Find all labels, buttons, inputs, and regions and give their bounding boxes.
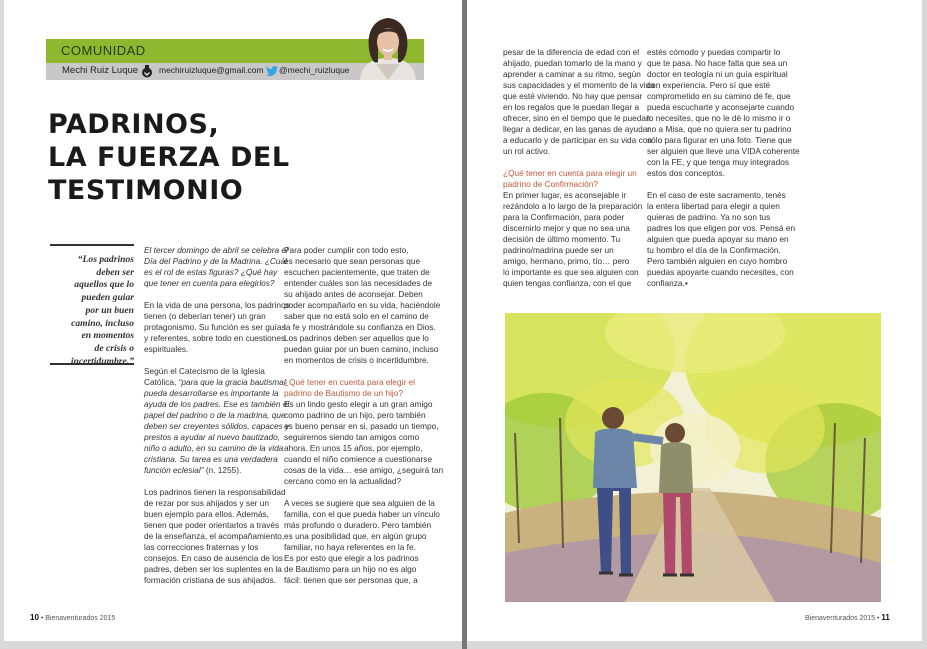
article-title bbox=[48, 108, 290, 207]
text-line: escuchen pacientemente, que traten de bbox=[284, 267, 430, 277]
text-line: confianza.▪ bbox=[647, 278, 688, 288]
magazine-name: • Bienaventurados 2015 bbox=[40, 615, 116, 622]
column-3 bbox=[503, 47, 655, 289]
text-line: familia, con el que pueda haber un vínculo bbox=[284, 509, 440, 519]
watercolor-illustration bbox=[505, 313, 881, 602]
text-line: estos dos conceptos. bbox=[647, 168, 725, 178]
title-line: PADRINOS, bbox=[48, 109, 220, 140]
text-line: es el rol de estas figuras? ¿Qué hay bbox=[144, 267, 278, 277]
paragraph bbox=[284, 399, 443, 487]
column-1 bbox=[144, 245, 290, 586]
paragraph bbox=[647, 190, 800, 289]
text-line: cosas de la vida… ese amigo, ¿seguirá tan bbox=[284, 465, 444, 475]
quote-line: de crisis o bbox=[94, 342, 134, 354]
text-line: puedas apoyarte cuando necesites, con bbox=[647, 267, 794, 277]
text-line: estés cómodo y puedas compartir lo bbox=[647, 47, 781, 57]
section-label: COMUNIDAD bbox=[61, 43, 146, 58]
text-line: llegar a dedicar, en las ganas de ayudar bbox=[503, 124, 651, 134]
text-line: padres los que eligen por vos. Pensá en bbox=[647, 223, 796, 233]
page-number: 10 bbox=[30, 613, 39, 622]
right-page bbox=[467, 0, 922, 641]
left-page bbox=[4, 0, 462, 641]
text-line: no a Misa, que no quiera ser tu padrino bbox=[647, 124, 792, 134]
text-line: discernirlo mejor y que no sea una bbox=[503, 223, 630, 233]
left-folio bbox=[30, 613, 115, 622]
text-line: A veces se sugiere que sea alguien de la bbox=[284, 498, 435, 508]
text-line: puedan guiar por un buen camino, incluso bbox=[284, 344, 439, 354]
text-line: como padrino de un hijo, pero también bbox=[284, 410, 426, 420]
subheading-line: padrino de Confirmación? bbox=[503, 179, 599, 189]
text-line: ahora. En unos 15 años, por ejemplo, bbox=[284, 443, 423, 453]
quote-line: camino, incluso bbox=[71, 317, 134, 329]
text-line: cercano como en la actualidad? bbox=[284, 476, 402, 486]
citation-fragment: “para que la gracia bautismal bbox=[178, 377, 286, 387]
citation-line: cristiana. Su tarea es una verdadera bbox=[144, 454, 278, 464]
text-line: quien tengas confianza, con el que bbox=[503, 278, 632, 288]
paragraph bbox=[503, 190, 655, 289]
twitter-icon bbox=[266, 66, 278, 76]
citation-reference: (n. 1255). bbox=[205, 465, 242, 475]
text-line: familiar, no haya referentes en la fe. bbox=[284, 542, 416, 552]
text-line: Los padrinos tienen la responsabilidad bbox=[144, 487, 286, 497]
quote-line: incertidumbre.” bbox=[70, 355, 134, 367]
text-line-mixed bbox=[144, 377, 290, 388]
quote-line: por un buen bbox=[85, 304, 134, 316]
paragraph bbox=[284, 245, 443, 366]
text-line: fácil: tienen que ser personas que, a bbox=[284, 575, 418, 585]
text-line: alguien que pueda apoyar su mano en bbox=[647, 234, 789, 244]
text-line: entender cuáles son las necesidades de bbox=[284, 278, 433, 288]
text-line: ser alguien que lleve una VIDA coherente bbox=[647, 146, 800, 156]
text-line: ofrecer, sino en el tiempo que le puedan bbox=[503, 113, 651, 123]
text-line: que tener en cuenta para elegirlos? bbox=[144, 278, 275, 288]
citation-line: pueda desarrollarse es importante la bbox=[144, 388, 279, 398]
text-line: a educarlo y de participar en su vida con bbox=[503, 135, 652, 145]
text-line: su ahijado antes de aconsejar. Deben bbox=[284, 289, 423, 299]
text-line: pueda escucharte y aconsejarte cuando bbox=[647, 102, 795, 112]
author-photo bbox=[352, 14, 424, 80]
text-line: seguiremos siendo tan amigos como bbox=[284, 432, 420, 442]
text-line: lo necesites, que no le dé lo mismo ir o bbox=[647, 113, 791, 123]
text-line: consejos. En caso de ausencia de los bbox=[144, 553, 283, 563]
author-twitter: @mechi_ruizluque bbox=[279, 65, 350, 75]
text-line: Es un lindo gesto elegir a un gran amigo bbox=[284, 399, 433, 409]
quote-line: “Los padrinos bbox=[77, 254, 134, 265]
subheading-line: ¿Qué tener en cuenta para elegir un bbox=[503, 168, 637, 178]
text-line: con la FE, y que tenga muy integrados bbox=[647, 157, 790, 167]
paragraph-catechism bbox=[144, 366, 290, 476]
column-4 bbox=[647, 47, 800, 289]
text-line: para la Confirmación, para poder bbox=[503, 212, 625, 222]
text-line: saber que no está solo en el camino de bbox=[284, 311, 429, 321]
text-line: Los padrinos deben ser aquellos que lo bbox=[284, 333, 429, 343]
text-line: comprometido en su camino de fe, que bbox=[647, 91, 791, 101]
text-line: padrino/madrina puede ser un bbox=[503, 245, 614, 255]
text-line: ahijado, puedan tomarlo de la mano y bbox=[503, 58, 642, 68]
text-line: En el caso de este sacramento, tenés bbox=[647, 190, 786, 200]
text-line: Según el Catecismo de la Iglesia bbox=[144, 366, 265, 376]
text-line: es necesario que sean personas que bbox=[284, 256, 421, 266]
citation-line: deben ser creyentes sólidos, capaces y bbox=[144, 421, 290, 431]
quote-rule-top bbox=[50, 244, 134, 246]
email-icon bbox=[141, 65, 153, 78]
title-line: LA FUERZA DEL bbox=[48, 142, 290, 173]
text-line: buen ejemplo para ellos. Además, bbox=[144, 509, 269, 519]
text-line: doctor en teología ni un guía espiritual bbox=[647, 69, 788, 79]
text-line: lo importante es que sea alguien con bbox=[503, 267, 639, 277]
right-folio bbox=[805, 613, 890, 622]
article-intro bbox=[144, 245, 290, 289]
citation-line: papel del padrino o de la madrina, que bbox=[144, 410, 286, 420]
text-line: En primer lugar, es aconsejable ir bbox=[503, 190, 627, 200]
text-line: que te pasa. No hace falta que sea un bbox=[647, 58, 788, 68]
subheading-confirmation bbox=[503, 168, 655, 190]
citation-line: ayuda de los padres. Ese es también el bbox=[144, 399, 290, 409]
text-line: con experiencia. Pero sí que esté bbox=[647, 80, 771, 90]
page-number: 11 bbox=[881, 613, 890, 622]
text-line: quieras de padrino. Ya no son tus bbox=[647, 212, 771, 222]
text-line: padres, deben ser los suplentes en la bbox=[144, 564, 282, 574]
text-line: rezándolo a lo largo de la preparación bbox=[503, 201, 643, 211]
text-line: la fe y mostrándole su confianza en Dios. bbox=[284, 322, 436, 332]
text-line: más profundo o duradero. Pero también bbox=[284, 520, 432, 530]
citation-line: niño o adulto, en su camino de la vida bbox=[144, 443, 284, 453]
text-fragment: Católica, bbox=[144, 377, 177, 387]
paragraph bbox=[144, 487, 290, 586]
text-line: que esté viviendo. No hay que pensar bbox=[503, 91, 643, 101]
text-line: sus capacidades y el momento de la vida bbox=[503, 80, 655, 90]
text-line: es una posibilidad que, en algún grupo bbox=[284, 531, 427, 541]
text-line: la entera libertad para elegir a quien bbox=[647, 201, 780, 211]
text-line: y referentes, sobre todo en cuestiones bbox=[144, 333, 286, 343]
text-line: decisión de último momento. Tu bbox=[503, 234, 621, 244]
text-line: de Bautismo para un hijo no es algo bbox=[284, 564, 417, 574]
text-line: en los regalos que le puedan llegar a bbox=[503, 102, 640, 112]
text-line: sólo para figurar en una foto. Tiene que bbox=[647, 135, 792, 145]
text-line: pesar de la diferencia de edad con el bbox=[503, 47, 640, 57]
text-line: en momentos de crisis o incertidumbre. bbox=[284, 355, 429, 365]
text-line: Día del Padrino y de la Madrina. ¿Cuál bbox=[144, 256, 287, 266]
paragraph bbox=[503, 47, 655, 157]
text-line: protagonismo. Su función es ser guías bbox=[144, 322, 286, 332]
text-line: de la enseñanza, el acompañamiento, bbox=[144, 531, 285, 541]
text-line: Es por esto que elegir a los padrinos bbox=[284, 553, 419, 563]
subheading-baptism bbox=[284, 377, 443, 399]
subheading-line: ¿Qué tener en cuenta para elegir el bbox=[284, 377, 415, 387]
text-line: Para poder cumplir con todo esto, bbox=[284, 245, 409, 255]
quote-line: deben ser bbox=[96, 266, 134, 278]
quote-line: aquellos que lo bbox=[74, 279, 134, 291]
subheading-line: padrino de Bautismo de un hijo? bbox=[284, 388, 404, 398]
quote-line: en momentos bbox=[81, 330, 134, 342]
citation-line: prestos a ayudar al nuevo bautizado, bbox=[144, 432, 281, 442]
text-line: tienen (o deberían tener) un gran bbox=[144, 311, 266, 321]
text-line: En la vida de una persona, los padrinos bbox=[144, 300, 290, 310]
text-line: tienen que poder orientarlos a través bbox=[144, 520, 280, 530]
text-line: cuando el niño comience a cuestionarse bbox=[284, 454, 433, 464]
text-line: amigo, hermano, primo, tío… pero bbox=[503, 256, 630, 266]
quote-line: pueden guiar bbox=[81, 292, 134, 304]
quote-rule-bottom bbox=[50, 363, 134, 365]
text-line: de rezar por sus ahijados y ser un bbox=[144, 498, 269, 508]
paragraph bbox=[284, 498, 443, 586]
text-line: un rol activo. bbox=[503, 146, 551, 156]
text-line: es bueno pensar en si, pasado un tiempo, bbox=[284, 421, 439, 431]
column-2 bbox=[284, 245, 443, 586]
text-line: las correcciones fraternas y los bbox=[144, 542, 259, 552]
author-name: Mechi Ruiz Luque bbox=[62, 65, 139, 76]
text-line-mixed bbox=[144, 465, 290, 476]
text-line: formación cristiana de sus ahijados. bbox=[144, 575, 276, 585]
citation-fragment: función eclesial” bbox=[144, 465, 204, 475]
text-line: poder acompañarlo en su vida, haciéndole bbox=[284, 300, 441, 310]
text-line: tu hombro el día de la Confirmación. bbox=[647, 245, 781, 255]
text-line: aprender a caminar a su ritmo, según bbox=[503, 69, 641, 79]
text-line: El tercer domingo de abril se celebra el bbox=[144, 245, 288, 255]
text-line: espirituales. bbox=[144, 344, 189, 354]
paragraph bbox=[647, 47, 800, 179]
title-line: TESTIMONIO bbox=[48, 175, 244, 206]
pull-quote bbox=[50, 254, 134, 368]
author-email: mechiruizluque@gmail.com bbox=[159, 65, 264, 75]
text-line: Pero también alguien en cuyo hombro bbox=[647, 256, 788, 266]
magazine-name: Bienaventurados 2015 • bbox=[805, 615, 880, 622]
paragraph bbox=[144, 300, 290, 355]
